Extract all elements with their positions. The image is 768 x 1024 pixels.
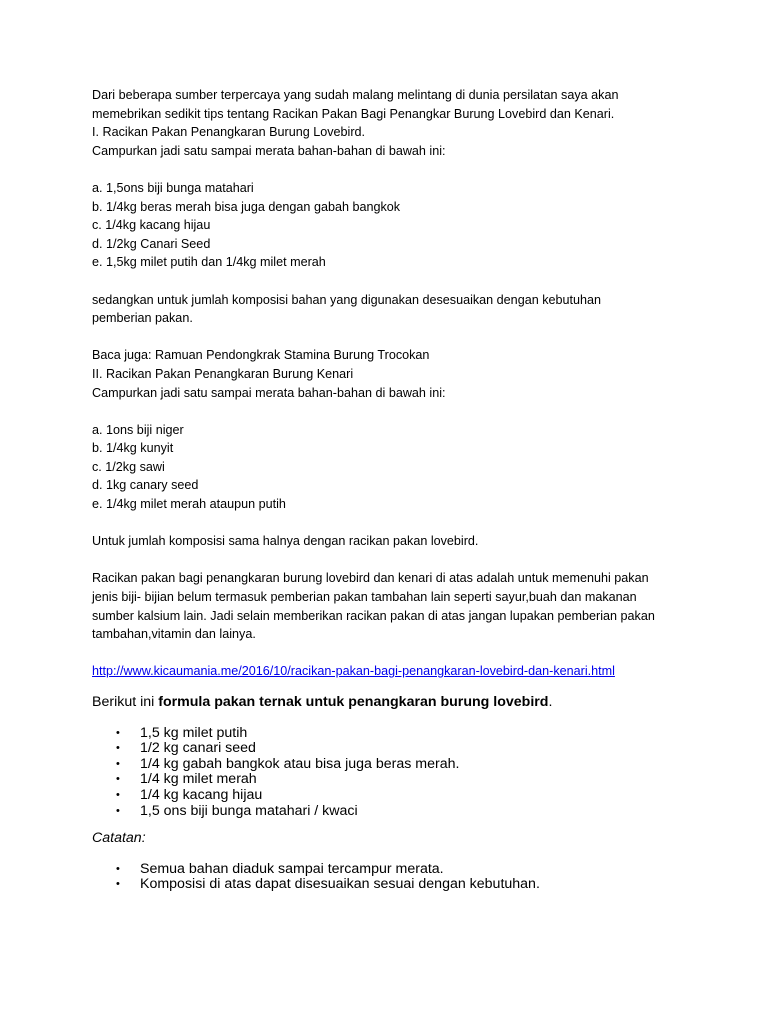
- formula-heading-lead: Berikut ini: [92, 694, 159, 710]
- list-item: [92, 757, 692, 773]
- spacer: [92, 328, 692, 347]
- article-body: [92, 86, 692, 681]
- list-item: [92, 862, 692, 878]
- bullet-icon: •: [116, 878, 120, 891]
- see-also-text: Baca juga: Ramuan Pendongkrak Stamina Burung Trocokan: [92, 348, 430, 363]
- list-item: [92, 804, 692, 820]
- notes-list: [92, 862, 692, 893]
- notes-title: Catatan:: [92, 830, 146, 847]
- section-1-title: I. Racikan Pakan Penangkaran Burung Lovebird.: [92, 125, 366, 140]
- section-2-instruction: Campurkan jadi satu sampai merata bahan-bahan di bawah ini:: [92, 385, 446, 400]
- list-item-text: Komposisi di atas dapat disesuaikan sesuai dengan kebutuhan.: [140, 876, 540, 893]
- list-item-text: 1/4 kg kacang hijau: [140, 786, 263, 803]
- kenari-item: b. 1/4kg kunyit: [92, 441, 174, 456]
- list-item: [92, 772, 692, 788]
- bullet-icon: •: [116, 726, 120, 739]
- list-item: [92, 788, 692, 804]
- bullet-icon: •: [116, 742, 120, 755]
- composition-note-line-1: sedangkan untuk jumlah komposisi bahan yang digunakan desesuaikan dengan kebutuhan: [92, 292, 602, 307]
- spacer: [92, 160, 692, 179]
- bullet-icon: •: [116, 862, 120, 875]
- closing-line-3: sumber kalsium lain. Jadi selain memberikan racikan pakan di atas jangan lupakan pemberian pakan: [92, 608, 655, 623]
- kenari-item: a. 1ons biji niger: [92, 422, 184, 437]
- formula-heading: [92, 695, 692, 711]
- intro-line-1: Dari beberapa sumber terpercaya yang sudah malang melintang di dunia persilatan saya akan: [92, 88, 619, 102]
- list-item-text: 1/4 kg gabah bangkok atau bisa juga beras merah.: [140, 755, 460, 772]
- spacer: [92, 402, 692, 421]
- list-item-text: 1/2 kg canari seed: [140, 740, 256, 757]
- closing-line-4: tambahan,vitamin dan lainya.: [92, 627, 256, 642]
- spacer: [92, 644, 692, 663]
- list-item: [92, 741, 692, 757]
- closing-line-2: jenis biji- bijian belum termasuk pemberian pakan tambahan lain seperti sayur,buah dan makanan: [92, 590, 637, 605]
- spacer: [92, 514, 692, 533]
- section-1-instruction: Campurkan jadi satu sampai merata bahan-bahan di bawah ini:: [92, 143, 446, 158]
- closing-line-1: Racikan pakan bagi penangkaran burung lovebird dan kenari di atas adalah untuk memenuhi pakan: [92, 571, 649, 586]
- list-item: [92, 877, 692, 893]
- lovebird-item: d. 1/2kg Canari Seed: [92, 236, 211, 251]
- spacer: [92, 551, 692, 570]
- composition-same-text: Untuk jumlah komposisi sama halnya dengan racikan pakan lovebird.: [92, 534, 479, 549]
- bullet-icon: •: [116, 757, 120, 770]
- formula-heading-end: .: [548, 694, 553, 710]
- list-item-text: 1,5 ons biji bunga matahari / kwaci: [140, 802, 358, 819]
- lovebird-item: b. 1/4kg beras merah bisa juga dengan gabah bangkok: [92, 199, 401, 214]
- list-item-text: 1/4 kg milet merah: [140, 771, 257, 788]
- formula-list: [92, 726, 692, 820]
- section-2-title: II. Racikan Pakan Penangkaran Burung Kenari: [92, 366, 354, 381]
- kenari-item: e. 1/4kg milet merah ataupun putih: [92, 497, 286, 512]
- list-item-text: Semua bahan diaduk sampai tercampur merata.: [140, 860, 444, 877]
- intro-line-2: memebrikan sedikit tips tentang Racikan Pakan Bagi Penangkar Burung Lovebird dan Kenari.: [92, 106, 615, 121]
- kenari-item: d. 1kg canary seed: [92, 478, 199, 493]
- kenari-item: c. 1/2kg sawi: [92, 459, 165, 474]
- spacer: [92, 272, 692, 291]
- lovebird-item: a. 1,5ons biji bunga matahari: [92, 180, 254, 195]
- bullet-icon: •: [116, 788, 120, 801]
- lovebird-item: c. 1/4kg kacang hijau: [92, 218, 211, 233]
- list-item: [92, 726, 692, 742]
- formula-heading-bold: formula pakan ternak untuk penangkaran burung lovebird: [158, 694, 549, 710]
- bullet-icon: •: [116, 804, 120, 817]
- composition-note-line-2: pemberian pakan.: [92, 311, 193, 326]
- bullet-icon: •: [116, 773, 120, 786]
- lovebird-item: e. 1,5kg milet putih dan 1/4kg milet merah: [92, 255, 326, 270]
- source-link[interactable]: http://www.kicaumania.me/2016/10/racikan-pakan-bagi-penangkaran-lovebird-dan-kenari.html: [92, 664, 615, 679]
- list-item-text: 1,5 kg milet putih: [140, 724, 248, 741]
- document-page: [92, 86, 692, 893]
- formula-section: [92, 695, 692, 893]
